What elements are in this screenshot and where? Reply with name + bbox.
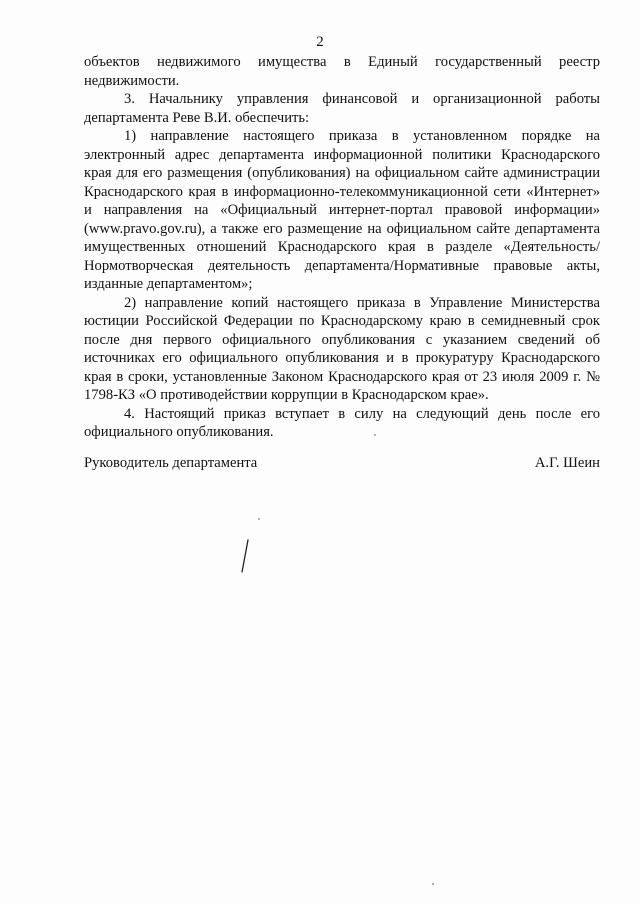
paragraph-item-3: 3. Начальнику управления финансовой и организационной работы департамента Реве В.И. обеспечить:: [84, 91, 600, 126]
document-body: [84, 53, 600, 442]
signature-block: [84, 455, 600, 472]
paragraph-registry-continuation: объектов недвижимого имущества в Единый государственный реестр недвижимости.: [84, 54, 600, 89]
scan-speck: [258, 518, 260, 520]
paragraph-subitem-2: 2) направление копий настоящего приказа в Управление Министерства юстиции Российской Федерации по Краснодарскому краю в семидневный срок после дня первого официального опубликования с указанием сведений об источниках его официального опубликования и в прокуратуру Краснодарского края в сроки, установленные Законом Краснодарского края от 23 июля 2009 г. № 1798-КЗ «О противодействии коррупции в Краснодарском крае».: [84, 294, 600, 403]
scan-speck: [374, 434, 376, 436]
signatory-name: А.Г. Шеин: [534, 455, 600, 471]
paragraph-subitem-1: 1) направление настоящего приказа в установленном порядке на электронный адрес департамента информационной политики Краснодарского края для его размещения (опубликования) на официальном сайте администрации Краснодарского края в информационно-телекоммуникационной сети «Интернет» и направления на «Официальный интернет-портал правовой информации» (www.pravo.gov.ru), а также его размещение на официальном сайте департамента имущественных отношений Краснодарского края в разделе «Деятельность/Нормотворческая деятельность департамента/Нормативные правовые акты, изданные департаментом»;: [84, 128, 600, 292]
signatory-position: Руководитель департамента: [84, 455, 258, 471]
signature-pen-stroke: [238, 538, 252, 574]
paragraph-item-4: 4. Настоящий приказ вступает в силу на следующий день после его официального опубликования.: [84, 405, 600, 440]
scan-speck: [432, 883, 434, 885]
page-number: 2: [316, 34, 324, 50]
